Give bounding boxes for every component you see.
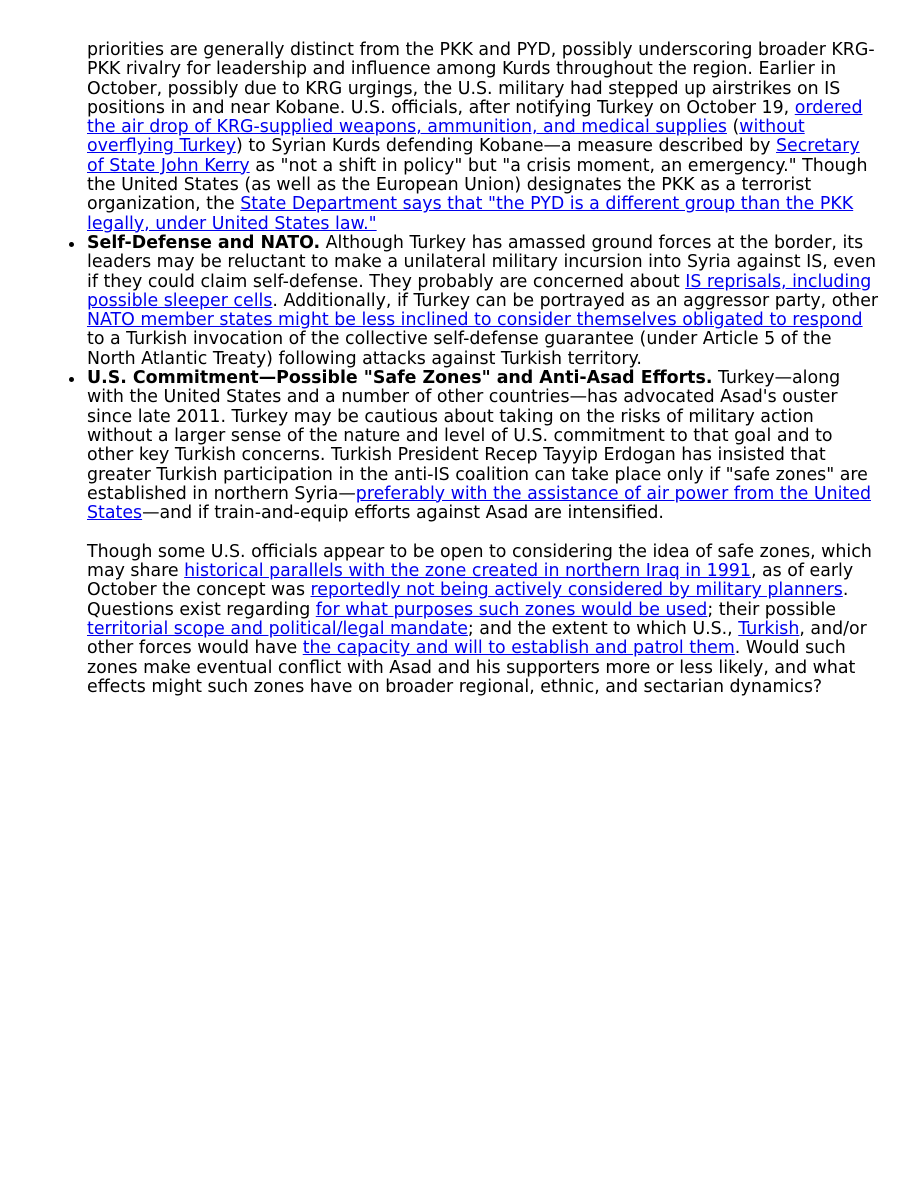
bullet-item (87, 41, 880, 234)
hyperlink[interactable]: State Department says that "the PYD is a different group than the PKK legally, under United States law." (87, 194, 854, 234)
hyperlink[interactable]: NATO member states might be less inclined to consider themselves obligated to respond (87, 310, 863, 331)
hyperlink[interactable]: territorial scope and political/legal mandate (87, 618, 468, 639)
text-run: . Additionally, if Turkey can be portrayed as an aggressor party, other (272, 290, 879, 311)
text-run: priorities are generally distinct from the PKK and PYD, possibly underscoring broader KRG-PKK rivalry for leadership and influence among Kurds throughout the region. Earlier in October, possibly due to KRG urgings, the U.S. military had stepped up airstrikes on IS positions in and near Kobane. U.S. officials, after notifying Turkey on October 19, (87, 40, 875, 118)
bullet-heading: Self-Defense and NATO. (87, 232, 321, 253)
hyperlink[interactable]: Secretary of State John Kerry (87, 136, 860, 176)
bullet-heading: U.S. Commitment—Possible "Safe Zones" and Anti-Asad Efforts. (87, 368, 713, 389)
text-run: ; and the extent to which U.S., (467, 618, 739, 639)
text-run: . Questions exist regarding (87, 580, 849, 620)
text-run: to a Turkish invocation of the collective self-defense guarantee (under Article 5 of the North Atlantic Treaty) following attacks against Turkish territory. (87, 329, 832, 369)
document-body (0, 41, 880, 697)
hyperlink[interactable]: historical parallels with the zone created in northern Iraq in 1991 (184, 561, 751, 582)
text-run: , and/or other forces would have (87, 618, 867, 659)
text-run: —and if train-and-equip efforts against Asad are intensified. (142, 503, 664, 524)
text-run: as "not a shift in policy" but "a crisis moment, an emergency." Though the United States (as well as the European Union) designates the PKK as a terrorist organization, the (87, 155, 868, 215)
text-run: . Would such zones make eventual conflict with Asad and his supporters more or less likely, and what effects might such zones have on broader regional, ethnic, and sectarian dynamics? (87, 638, 856, 697)
hyperlink[interactable]: the capacity and will to establish and patrol them (302, 638, 735, 659)
hyperlink[interactable]: reportedly not being actively considered by military planners (310, 580, 843, 601)
paragraph (87, 543, 880, 697)
hyperlink[interactable]: Turkish (738, 618, 800, 639)
text-run: ; their possible (707, 599, 836, 620)
bullet-list (0, 41, 880, 697)
hyperlink[interactable]: IS reprisals, including possible sleeper cells (87, 271, 872, 311)
text-run: ( (726, 117, 740, 138)
bullet-item (87, 369, 880, 697)
text-run: , as of early October the concept was (87, 561, 854, 601)
bullet-item (87, 234, 880, 369)
text-run: Although Turkey has amassed ground forces at the border, its leaders may be reluctant to make a unilateral military incursion into Syria against IS, even if they could claim self-defense. They probably are concerned about (87, 232, 877, 292)
hyperlink[interactable]: for what purposes such zones would be used (315, 599, 708, 620)
text-run: ) to Syrian Kurds defending Kobane—a measure described by (236, 136, 776, 157)
text-run: Turkey—along with the United States and a number of other countries—has advocated Asad's ouster since late 2011. Turkey may be cautious about taking on the risks of military action without a larger sense of the nature and level of U.S. commitment to that goal and to other key Turkish concerns. Turkish President Recep Tayyip Erdogan has insisted that greater Turkish participation in the anti-IS coalition can take place only if "safe zones" are established in northern Syria— (87, 368, 868, 504)
paragraph (87, 41, 880, 234)
hyperlink[interactable]: preferably with the assistance of air power from the United States (87, 483, 871, 524)
paragraph (87, 234, 880, 369)
hyperlink[interactable]: ordered the air drop of KRG-supplied weapons, ammunition, and medical supplies (87, 97, 863, 138)
text-run: Though some U.S. officials appear to be open to considering the idea of safe zones, which may share (87, 541, 872, 582)
paragraph (87, 369, 880, 523)
hyperlink[interactable]: without overflying Turkey (87, 117, 805, 157)
